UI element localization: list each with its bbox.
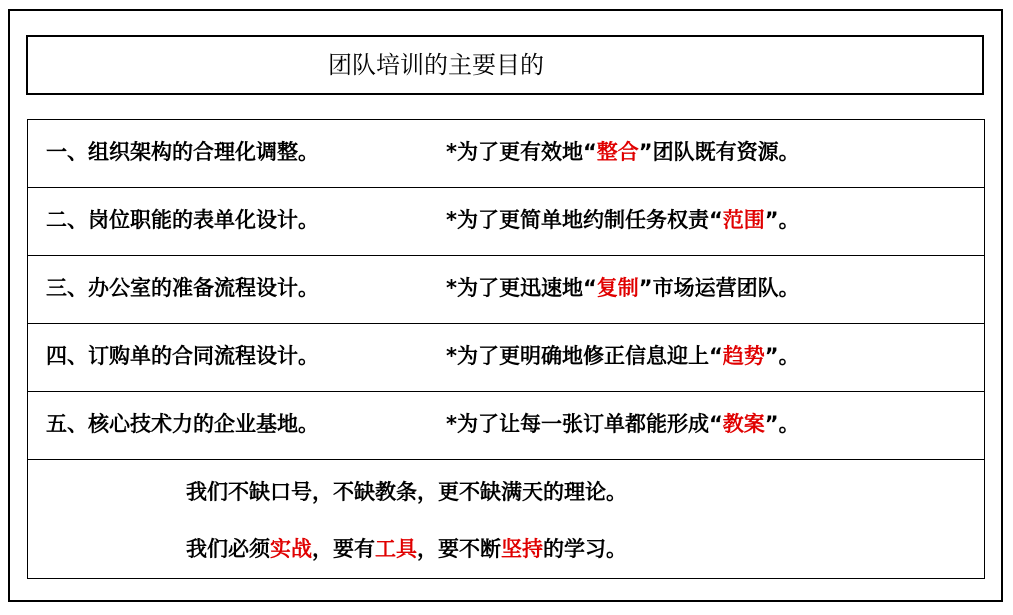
purpose-keyword: 趋势 <box>722 344 765 368</box>
goal-item: 五、核心技术力的企业基地。 <box>46 412 319 436</box>
purpose-text: *为了更迅速地“ <box>446 276 597 300</box>
goal-item: 三、办公室的准备流程设计。 <box>46 276 319 300</box>
purpose-text: ”市场运营团队。 <box>638 276 800 300</box>
purpose-keyword: 范围 <box>722 208 765 232</box>
purpose-keyword: 整合 <box>596 140 639 164</box>
goal-item: 二、岗位职能的表单化设计。 <box>46 208 319 232</box>
table-row <box>28 188 984 256</box>
table-row <box>28 324 984 392</box>
summary-text: 的学习。 <box>543 537 627 561</box>
summary-line-2 <box>186 535 627 563</box>
summary-text: 我们必须 <box>186 537 270 561</box>
summary-block <box>28 458 984 578</box>
summary-text: ，要有 <box>312 537 375 561</box>
goal-purpose <box>446 342 800 370</box>
purpose-keyword: 复制 <box>596 276 639 300</box>
summary-keyword: 工具 <box>375 537 417 561</box>
goal-purpose <box>446 138 800 166</box>
purpose-keyword: 教案 <box>722 412 765 436</box>
purpose-text: *为了更明确地修正信息迎上“ <box>446 344 723 368</box>
goal-purpose <box>446 274 800 302</box>
summary-keyword: 实战 <box>270 537 312 561</box>
table-row <box>28 256 984 324</box>
goal-item: 一、组织架构的合理化调整。 <box>46 140 319 164</box>
goal-purpose <box>446 206 800 234</box>
purpose-text: ”团队既有资源。 <box>638 140 800 164</box>
title-box <box>26 35 984 95</box>
summary-text: ，要不断 <box>417 537 501 561</box>
goal-purpose <box>446 410 800 438</box>
purpose-text: ”。 <box>764 208 800 232</box>
purpose-text: ”。 <box>764 344 800 368</box>
summary-keyword: 坚持 <box>501 537 543 561</box>
table-row <box>28 392 984 460</box>
purpose-text: *为了让每一张订单都能形成“ <box>446 412 723 436</box>
purpose-text: ”。 <box>764 412 800 436</box>
page-title: 团队培训的主要目的 <box>328 51 544 79</box>
goals-table <box>27 119 985 579</box>
purpose-text: *为了更有效地“ <box>446 140 597 164</box>
purpose-text: *为了更简单地约制任务权责“ <box>446 208 723 232</box>
table-row <box>28 120 984 188</box>
goal-item: 四、订购单的合同流程设计。 <box>46 344 319 368</box>
summary-line-1: 我们不缺口号，不缺教条，更不缺满天的理论。 <box>186 480 627 504</box>
